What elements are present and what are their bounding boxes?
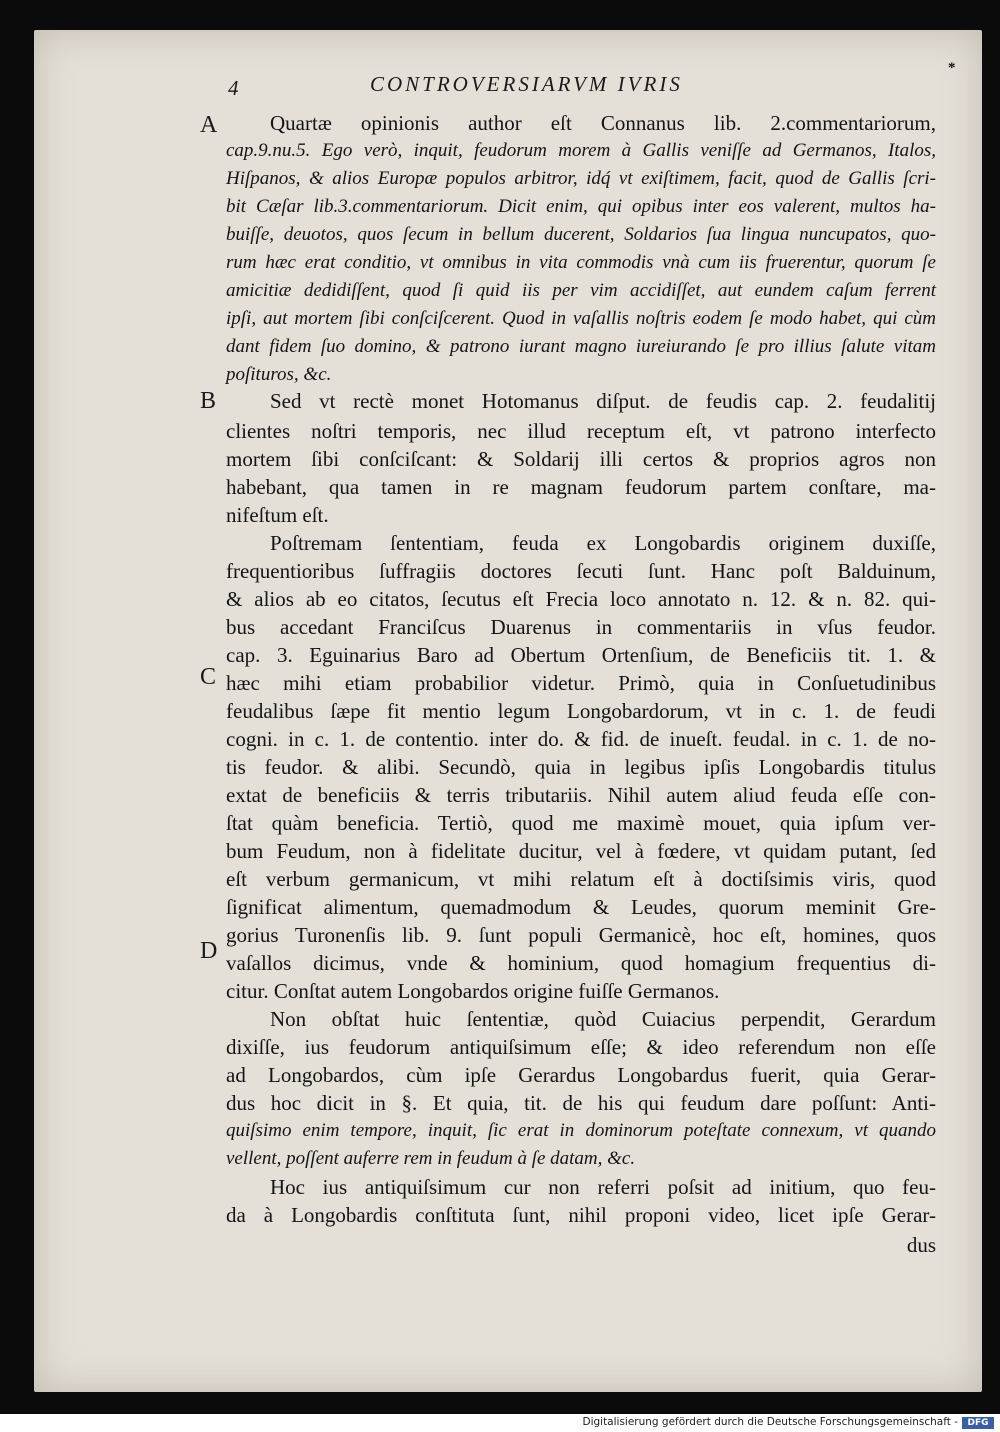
- text-line: vellent, poſſent auferre rem in feudum à ſe datam, &c.: [226, 1148, 636, 1169]
- text-line: Sed vt rectè monet Hotomanus diſput. de feudis cap. 2. feudalitij: [270, 389, 936, 413]
- text-line: ſtat quàm beneficia. Tertiò, quod me maximè mouet, quia ipſum ver-: [226, 811, 936, 835]
- text-line: Quartæ opinionis author eſt Connanus lib. 2.commentariorum,: [270, 111, 936, 135]
- text-line: Hiſpanos, & alios Europæ populos arbitror, idq́ vt exiſtimem, facit, quod de Gallis ſcri-: [226, 168, 936, 189]
- text-line: citur. Conſtat autem Longobardos origine fuiſſe Germanos.: [226, 979, 720, 1003]
- margin-letter-b: B: [200, 388, 217, 414]
- text-line: poſituros, &c.: [226, 364, 332, 385]
- text-line: bum Feudum, non à fidelitate ducitur, vel à fœdere, vt quidam putant, ſed: [226, 839, 936, 863]
- text-line: feudalibus ſæpe fit mentio legum Longobardorum, vt in c. 1. de feudi: [226, 699, 936, 723]
- text-line: dixiſſe, ius feudorum antiquiſsimum eſſe; & ideo referendum non eſſe: [226, 1035, 936, 1059]
- text-line: nifeſtum eſt.: [226, 503, 329, 527]
- text-line: & alios ab eo citatos, ſecutus eſt Frecia loco annotato n. 12. & n. 82. qui-: [226, 587, 936, 611]
- text-line: cap.9.nu.5. Ego verò, inquit, feudorum morem à Gallis veniſſe ad Germanos, Italos,: [226, 140, 936, 161]
- text-line: habebant, qua tamen in re magnam feudorum partem conſtare, ma-: [226, 475, 936, 499]
- text-line: ipſi, aut mortem ſibi conſciſcerent. Quod in vaſallis noſtris eodem ſe modo habet, qui cùm: [226, 308, 936, 329]
- text-line: Hoc ius antiquiſsimum cur non referri poſsit ad initium, quo feu-: [270, 1175, 936, 1199]
- text-line: eſt verbum germanicum, vt mihi relatum eſt à doctiſsimis viris, quod: [226, 867, 936, 891]
- text-line: rum hæc erat conditio, vt omnibus in vita commodis vnà cum iis fruerentur, quorum ſe: [226, 252, 936, 273]
- text-line: vaſallos dicimus, vnde & hominium, quod homagium frequentius di-: [226, 951, 936, 975]
- text-line: clientes noſtri temporis, nec illud receptum eſt, vt patrono interfecto: [226, 419, 936, 443]
- text-line: amicitiæ dedidiſſent, quod ſi quid iis per vim accidiſſet, aut eundem caſum ferrent: [226, 280, 936, 301]
- footer-bar: [0, 1414, 1000, 1432]
- footer-credit: Digitalisierung gefördert durch die Deutsche Forschungsgemeinschaft -: [582, 1416, 958, 1428]
- text-line: Non obſtat huic ſententiæ, quòd Cuiacius perpendit, Gerardum: [270, 1007, 936, 1031]
- page-number: 4: [228, 76, 239, 100]
- text-line: tis feudor. & alibi. Secundò, quia in legibus ipſis Longobardis titulus: [226, 755, 936, 779]
- text-line: gorius Turonenſis lib. 9. ſunt populi Germanicè, hoc eſt, homines, quos: [226, 923, 936, 947]
- text-line: frequentioribus ſuffragiis doctores ſecuti ſunt. Hanc poſt Balduinum,: [226, 559, 936, 583]
- running-head: CONTROVERSIARVM IVRIS: [370, 72, 683, 96]
- margin-letter-d: D: [200, 938, 218, 964]
- text-line: Poſtremam ſententiam, feuda ex Longobardis originem duxiſſe,: [270, 531, 936, 555]
- text-line: quiſsimo enim tempore, inquit, ſic erat in dominorum poteſtate connexum, vt quando: [226, 1120, 936, 1141]
- text-line: bit Cæſar lib.3.commentariorum. Dicit enim, qui opibus inter eos valerent, multos ha-: [226, 196, 936, 217]
- text-line: mortem ſibi conſciſcant: & Soldarij illi certos & proprios agros non: [226, 447, 936, 471]
- signature-mark: *: [948, 60, 956, 76]
- text-line: dant fidem ſuo domino, & patrono iurant magno iureiurando ſe pro illius ſalute vitam: [226, 336, 936, 357]
- text-line: cap. 3. Eguinarius Baro ad Obertum Ortenſium, de Beneficiis tit. 1. &: [226, 643, 936, 667]
- text-line: hæc mihi etiam probabilior videtur. Primò, quia in Conſuetudinibus: [226, 671, 936, 695]
- dfg-logo: DFG: [962, 1417, 994, 1429]
- text-line: da à Longobardis conſtituta ſunt, nihil proponi video, licet ipſe Gerar-: [226, 1203, 936, 1227]
- text-line: ſignificat alimentum, quemadmodum & Leudes, quorum meminit Gre-: [226, 895, 936, 919]
- text-line: dus hoc dicit in §. Et quia, tit. de his qui feudum dare poſſunt: Anti-: [226, 1091, 936, 1115]
- text-line: bus accedant Franciſcus Duarenus in commentariis in vſus feudor.: [226, 615, 936, 639]
- text-line: ad Longobardos, cùm ipſe Gerardus Longobardus fuerit, quia Gerar-: [226, 1063, 936, 1087]
- margin-letter-c: C: [200, 664, 217, 690]
- catchword: dus: [906, 1233, 936, 1257]
- margin-letter-a: A: [200, 112, 218, 138]
- text-line: buiſſe, deuotos, quos ſecum in bellum ducerent, Soldarios ſua lingua nuncupatos, quo-: [226, 224, 936, 245]
- text-line: cogni. in c. 1. de contentio. inter do. & fid. de inueſt. feudal. in c. 1. de no-: [226, 727, 936, 751]
- text-line: extat de beneficiis & terris tributariis. Nihil autem aliud feuda eſſe con-: [226, 783, 936, 807]
